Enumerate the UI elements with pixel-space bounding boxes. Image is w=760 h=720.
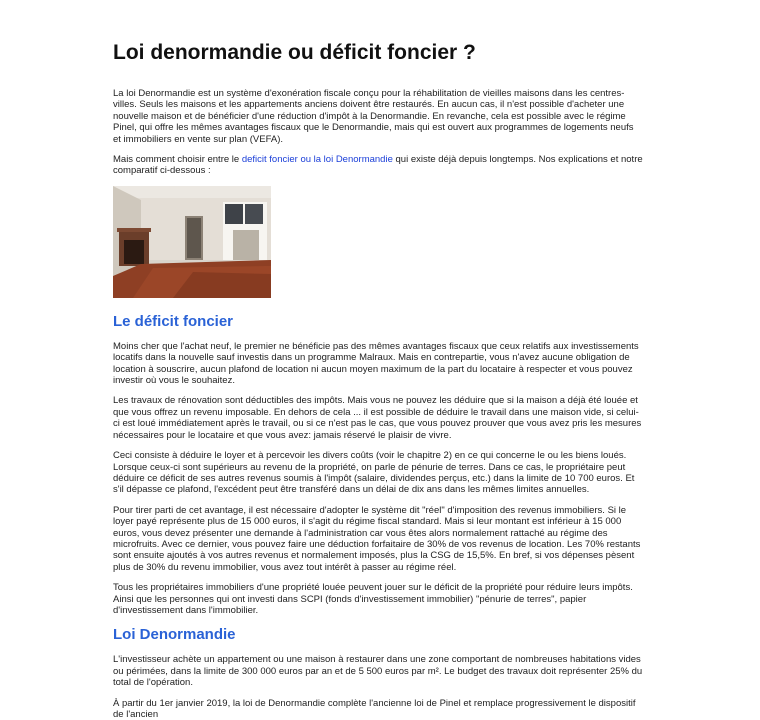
page-title: Loi denormandie ou déficit foncier ? [113, 41, 476, 64]
intro-paragraph-2 [113, 154, 644, 177]
intro-paragraph-1: La loi Denormandie est un système d'exonération fiscale conçu pour la réhabilitation de vieilles maisons dans les centres-villes. Seuls les maisons et les appartements anciens doivent être restaurés. En aucun cas, il n'est possible d'acheter une nouvelle maison et de bénéficier d'une réduction d'impôt à la Denormandie. En revanche, cela est possible avec le régime Pinel, qui offre les mêmes avantages fiscaux que le Denormandie, mais qui est ouvert aux programmes de logements neufs et immobiliers en vente sur plan (VEFA). [113, 88, 634, 145]
section1-paragraph-2: Les travaux de rénovation sont déductibles des impôts. Mais vous ne pouvez les déduire que si la maison a déjà été louée et que vous offrez un revenu imposable. En dehors de cela ... il est possible de déduire le travail dans une maison vide, si celui-ci est loué immédiatement après le travail, ou si ce n'est pas le cas, que vous pouvez prouver que vous avez pris les mesures nécessaires pour le locataire et que vous avez: jamais réservé le plaisir de vivre. [113, 395, 642, 441]
section1-paragraph-4: Pour tirer parti de cet avantage, il est nécessaire d'adopter le système dit "réel" d'imposition des revenus immobiliers. Si le loyer payé représente plus de 15 000 euros, il s'agit du régime fiscal standard. Mais si leur montant est inférieur à 15 000 euros, vous devez présenter une demande à l'administration car vous êtes alors normalement rattaché au régime des microfruits. Avec ce dernier, vous pouvez faire une déduction forfaitaire de 30% de vos revenus de location. Les 70% restants sont ensuite ajoutés à vos autres revenus et normalement imposés, plus la CSG de 15,5%. En bref, si vos dépenses pèsent plus de 30% du revenu immobilier, vous avez tout intérêt à passer au régime réel. [113, 504, 641, 573]
section-heading-deficit-foncier: Le déficit foncier [113, 312, 234, 330]
section1-paragraph-1: Moins cher que l'achat neuf, le premier ne bénéficie pas des mêmes avantages fiscaux que ceux relatifs aux investissements locatifs dans la nouvelle sauf investis dans un programme Malraux. Mais en contrepartie, vous n'avez aucune obligation de location à souscrire, aucun plafond de location ni aucun moyen maximum de la part du locataire à respecter et vous pouvez investir où vous le souhaitez. [113, 340, 639, 387]
article [113, 0, 644, 720]
section2-paragraph-1: L'investisseur achète un appartement ou une maison à restaurer dans une zone comportant de nombreuses habitations vides ou périmées, dans la limite de 300 000 euros par an et de 5 500 euros par m². Le budget des travaux doit représenter 25% du total de l'opération. [113, 654, 643, 689]
deficit-foncier-denormandie-link[interactable]: deficit foncier ou la loi Denormandie [241, 154, 393, 166]
section-heading-loi-denormandie: Loi Denormandie [113, 626, 236, 644]
section1-paragraph-3: Ceci consiste à déduire le loyer et à percevoir les divers coûts (voir le chapitre 2) en ce qui concerne le ou les biens loués. Lorsque ceux-ci sont supérieurs au revenu de la propriété, on parle de pénurie de terres. Dans ce cas, le propriétaire peut déduire ce déficit de ses autres revenus soumis à l'impôt (salaire, dividendes perçus, etc.) dans la limite de 10 700 euros. Et s'il dépasse ce plafond, l'excédent peut être transféré dans un délai de dix ans dans les mêmes limites annuelles. [113, 450, 635, 496]
intro-text-before: Mais comment choisir entre le [113, 154, 242, 166]
intro-text-after: qui existe déjà depuis longtemps. Nos explications et notre comparatif ci-dessous : [113, 154, 643, 177]
section1-paragraph-5: Tous les propriétaires immobiliers d'une propriété louée peuvent jouer sur le déficit de la propriété pour réduire leurs impôts. Ainsi que les personnes qui ont investi dans SCPI (fonds d'investissement immobilier) "pénurie de terres", papier d'investissement dans l'immobilier. [113, 582, 633, 616]
renovation-room-photo [113, 186, 271, 298]
section2-paragraph-2: À partir du 1er janvier 2019, la loi de Denormandie complète l'ancienne loi de Pinel et remplace progressivement le dispositif de l'ancien [113, 697, 636, 720]
